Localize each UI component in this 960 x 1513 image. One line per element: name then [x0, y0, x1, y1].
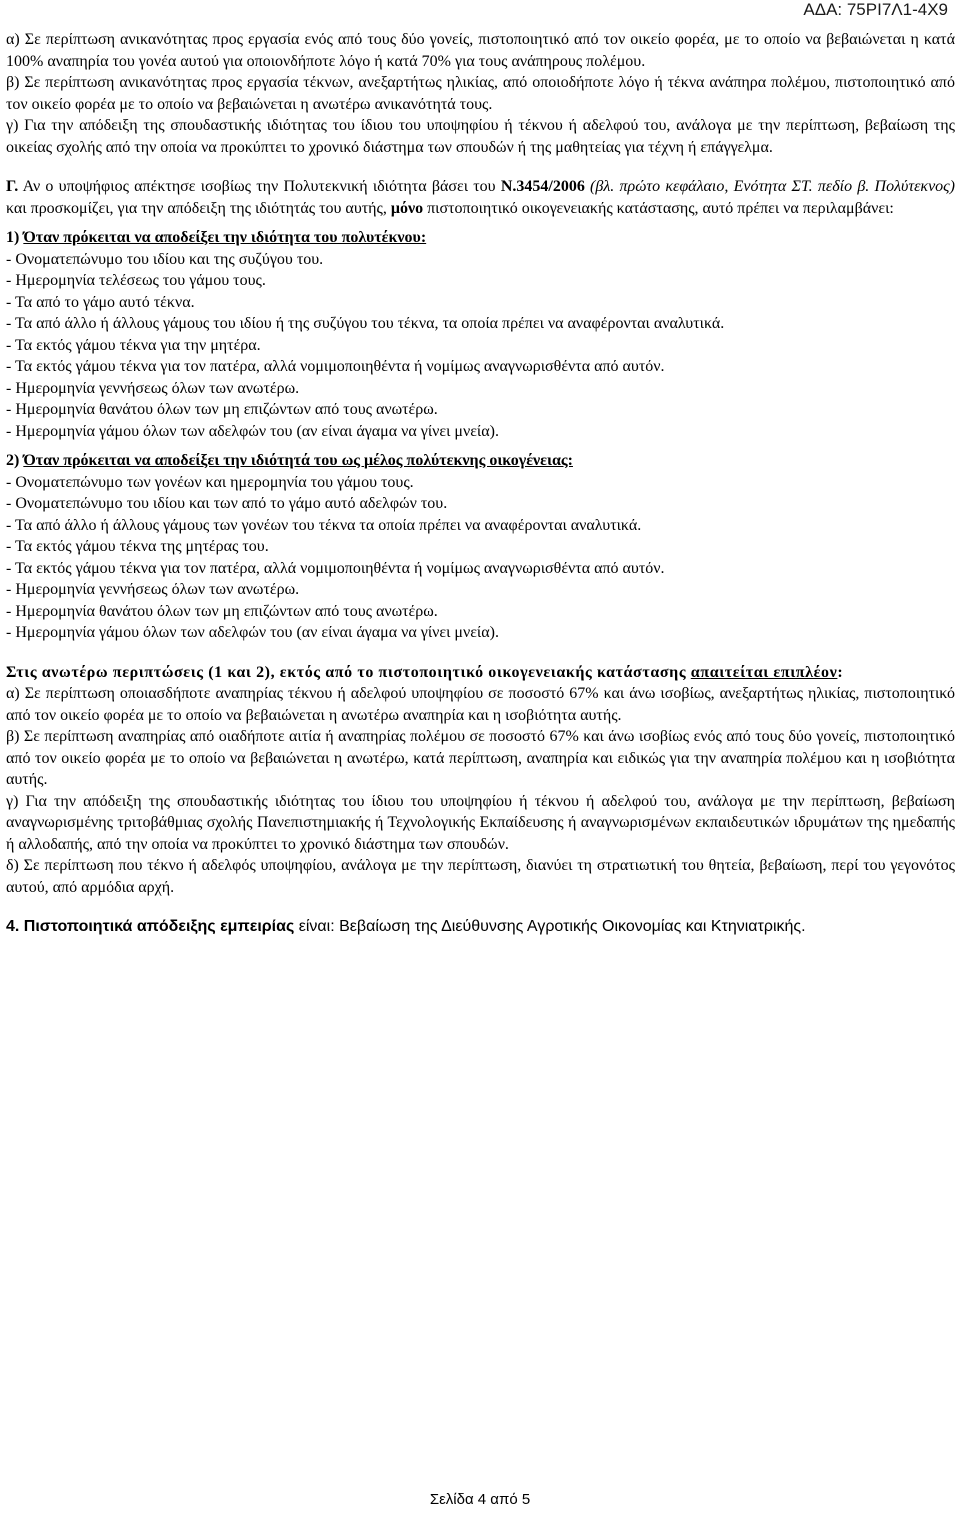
law-reference: Ν.3454/2006 — [500, 178, 585, 195]
list-item: - Ονοματεπώνυμο των γονέων και ημερομηνία του γάμου τους. — [6, 473, 414, 491]
additional-requirements-heading: Στις ανωτέρω περιπτώσεις (1 και 2), εκτός από το πιστοποιητικό οικογενειακής κατάστασης απαιτείται επιπλέον: — [6, 663, 844, 681]
list-item: - Τα από άλλο ή άλλους γάμους των γονέων του τέκνα τα οποία πρέπει να αναφέρονται αναλυτικά. — [6, 516, 642, 534]
list-item: - Ημερομηνία γεννήσεως όλων των ανωτέρω. — [6, 379, 300, 397]
section-4-paragraph: 4. Πιστοποιητικά απόδειξης εμπειρίας είναι: Βεβαίωση της Διεύθυνσης Αγροτικής Οικονομίας και Κτηνιατρικής. — [6, 918, 806, 935]
chapter-reference: (βλ. πρώτο κεφάλαιο, Ενότητα ΣΤ. πεδίο β. Πολύτεκνος) — [584, 178, 955, 195]
para-c-student-status: γ) Για την απόδειξη της σπουδαστικής ιδιότητας του ίδιου του υποψηφίου ή τέκνου ή αδελφού του, ανάλογα με την περίπτωση, βεβαίωση της οικείας σχολής από την οποία να προκύπτει το χρονικό διάστημα των σπουδών ή της μαθητείας για τέχνη ή επάγγελμα. — [6, 117, 955, 156]
extra-para-d: δ) Σε περίπτωση που τέκνο ή αδελφός υποψηφίου, ανάλογα με την περίπτωση, διανύει τη στρατιωτική του θητεία, βεβαίωση, περί του γεγονότος αυτού, από αρμόδια αρχή. — [6, 857, 955, 896]
para-a-parent-disability: α) Σε περίπτωση ανικανότητας προς εργασία ενός από τους δύο γονείς, πιστοποιητικό από τον οικείο φορέα, με το οποίο να βεβαιώνεται η κατά 100% αναπηρία του γονέα αυτού για οποιονδήποτε λόγο ή κατά 70% για τους ανάπηρους πολέμου. — [6, 31, 955, 70]
list-item: - Ημερομηνία γάμου όλων των αδελφών του (αν είναι άγαμα να γίνει μνεία). — [6, 624, 499, 641]
list-item: - Τα από άλλο ή άλλους γάμους του ιδίου ή της συζύγου του τέκνα, τα οποία πρέπει να αναφέρονται αναλυτικά. — [6, 315, 725, 332]
list-item: - Ονοματεπώνυμο του ιδίου και των από το γάμο αυτό αδελφών του. — [6, 495, 448, 512]
section-g-label: Γ. — [6, 178, 19, 195]
list-item: - Τα εκτός γάμου τέκνα για τον πατέρα, αλλά νομιμοποιηθέντα ή νομίμως αναγνωρισθέντα από αυτόν. — [6, 559, 665, 577]
list-item: - Τα εκτός γάμου τέκνα για τον πατέρα, αλλά νομιμοποιηθέντα ή νομίμως αναγνωρισθέντα από αυτόν. — [6, 358, 665, 375]
list-item: - Ημερομηνία θανάτου όλων των μη επιζώντων από τους ανωτέρω. — [6, 602, 438, 620]
only-keyword: μόνο — [390, 199, 424, 217]
page-number: Σελίδα 4 από 5 — [429, 1491, 531, 1508]
list-item: - Τα εκτός γάμου τέκνα της μητέρας του. — [6, 538, 269, 555]
section-4-title: Πιστοποιητικά απόδειξης εμπειρίας — [23, 918, 295, 935]
section-g-paragraph: Γ. Αν ο υποψήφιος απέκτησε ισοβίως την Πολυτεκνική ιδιότητα βάσει του Ν.3454/2006 (βλ. πρώτο κεφάλαιο, Ενότητα ΣΤ. πεδίο β. Πολύτεκνος) και προσκομίζει, για την απόδειξη της ιδιότητάς του αυτής, μόνο πιστοποιητικό οικογενειακής κατάστασης, αυτό πρέπει να περιλαμβάνει: — [6, 178, 955, 217]
list-item: - Ημερομηνία γεννήσεως όλων των ανωτέρω. — [6, 581, 300, 598]
list-item: - Τα από το γάμο αυτό τέκνα. — [6, 293, 195, 311]
para-b-children-disability: β) Σε περίπτωση ανικανότητας προς εργασία τέκνων, ανεξαρτήτως ηλικίας, από οποιοδήποτε λόγο ή τέκνα ανάπηρα πολέμου, πιστοποιητικό από τον οικείο φορέα με το οποίο να βεβαιώνεται η ανωτέρω ανικανότητά τους. — [6, 74, 955, 113]
list1-heading: 1) Όταν πρόκειται να αποδείξει την ιδιότητα του πολυτέκνου: — [6, 229, 427, 246]
list-item: - Ημερομηνία γάμου όλων των αδελφών του (αν είναι άγαμα να γίνει μνεία). — [6, 422, 499, 440]
list2-heading: 2) Όταν πρόκειται να αποδείξει την ιδιότητά του ως μέλος πολύτεκνης οικογένειας: — [6, 452, 573, 469]
list-item: - Τα εκτός γάμου τέκνα για την μητέρα. — [6, 336, 261, 354]
document-body — [6, 29, 955, 938]
extra-para-c: γ) Για την απόδειξη της σπουδαστικής ιδιότητας του ίδιου του υποψηφίου ή τέκνου ή αδελφού του, ανάλογα με την περίπτωση, βεβαίωση αναγνωρισμένης τριτοβάθμιας σχολής Πανεπιστημιακής ή Τεχνολογικής Εκπαίδευσης ή αναγνωρισμένων εκπαιδευτικών ιδρυμάτων της ημεδαπής ή αλλοδαπής, από την οποία να προκύπτει το χρονικό διάστημα των σπουδών. — [6, 792, 955, 853]
ada-code: ΑΔΑ: 75ΡΙ7Λ1-4Χ9 — [803, 0, 948, 19]
list-item: - Ημερομηνία τελέσεως του γάμου τους. — [6, 272, 266, 289]
list-item: - Ημερομηνία θανάτου όλων των μη επιζώντων από τους ανωτέρω. — [6, 401, 438, 418]
list-item: - Ονοματεπώνυμο του ιδίου και της συζύγου του. — [6, 250, 324, 268]
extra-para-b: β) Σε περίπτωση αναπηρίας από οιαδήποτε αιτία ή αναπηρίας πολέμου σε ποσοστό 67% και άνω ισοβίως ενός από τους δύο γονείς, πιστοποιητικό από τον οικείο φορέα με το οποίο να βεβαιώνεται η ανωτέρω, κατά περίπτωση, αναπηρία και ειδικώς για την αναπηρία πολέμου και η ισοβιότητα αυτής. — [6, 728, 955, 788]
extra-para-a: α) Σε περίπτωση οποιασδήποτε αναπηρίας τέκνου ή αδελφού υποψηφίου σε ποσοστό 67% και άνω ισοβίως, ανεξαρτήτως ηλικίας, πιστοποιητικό από τον οικείο φορέα με το οποίο να βεβαιώνεται η ανωτέρω αναπηρία και η ισοβιότητα αυτής. — [6, 685, 955, 724]
